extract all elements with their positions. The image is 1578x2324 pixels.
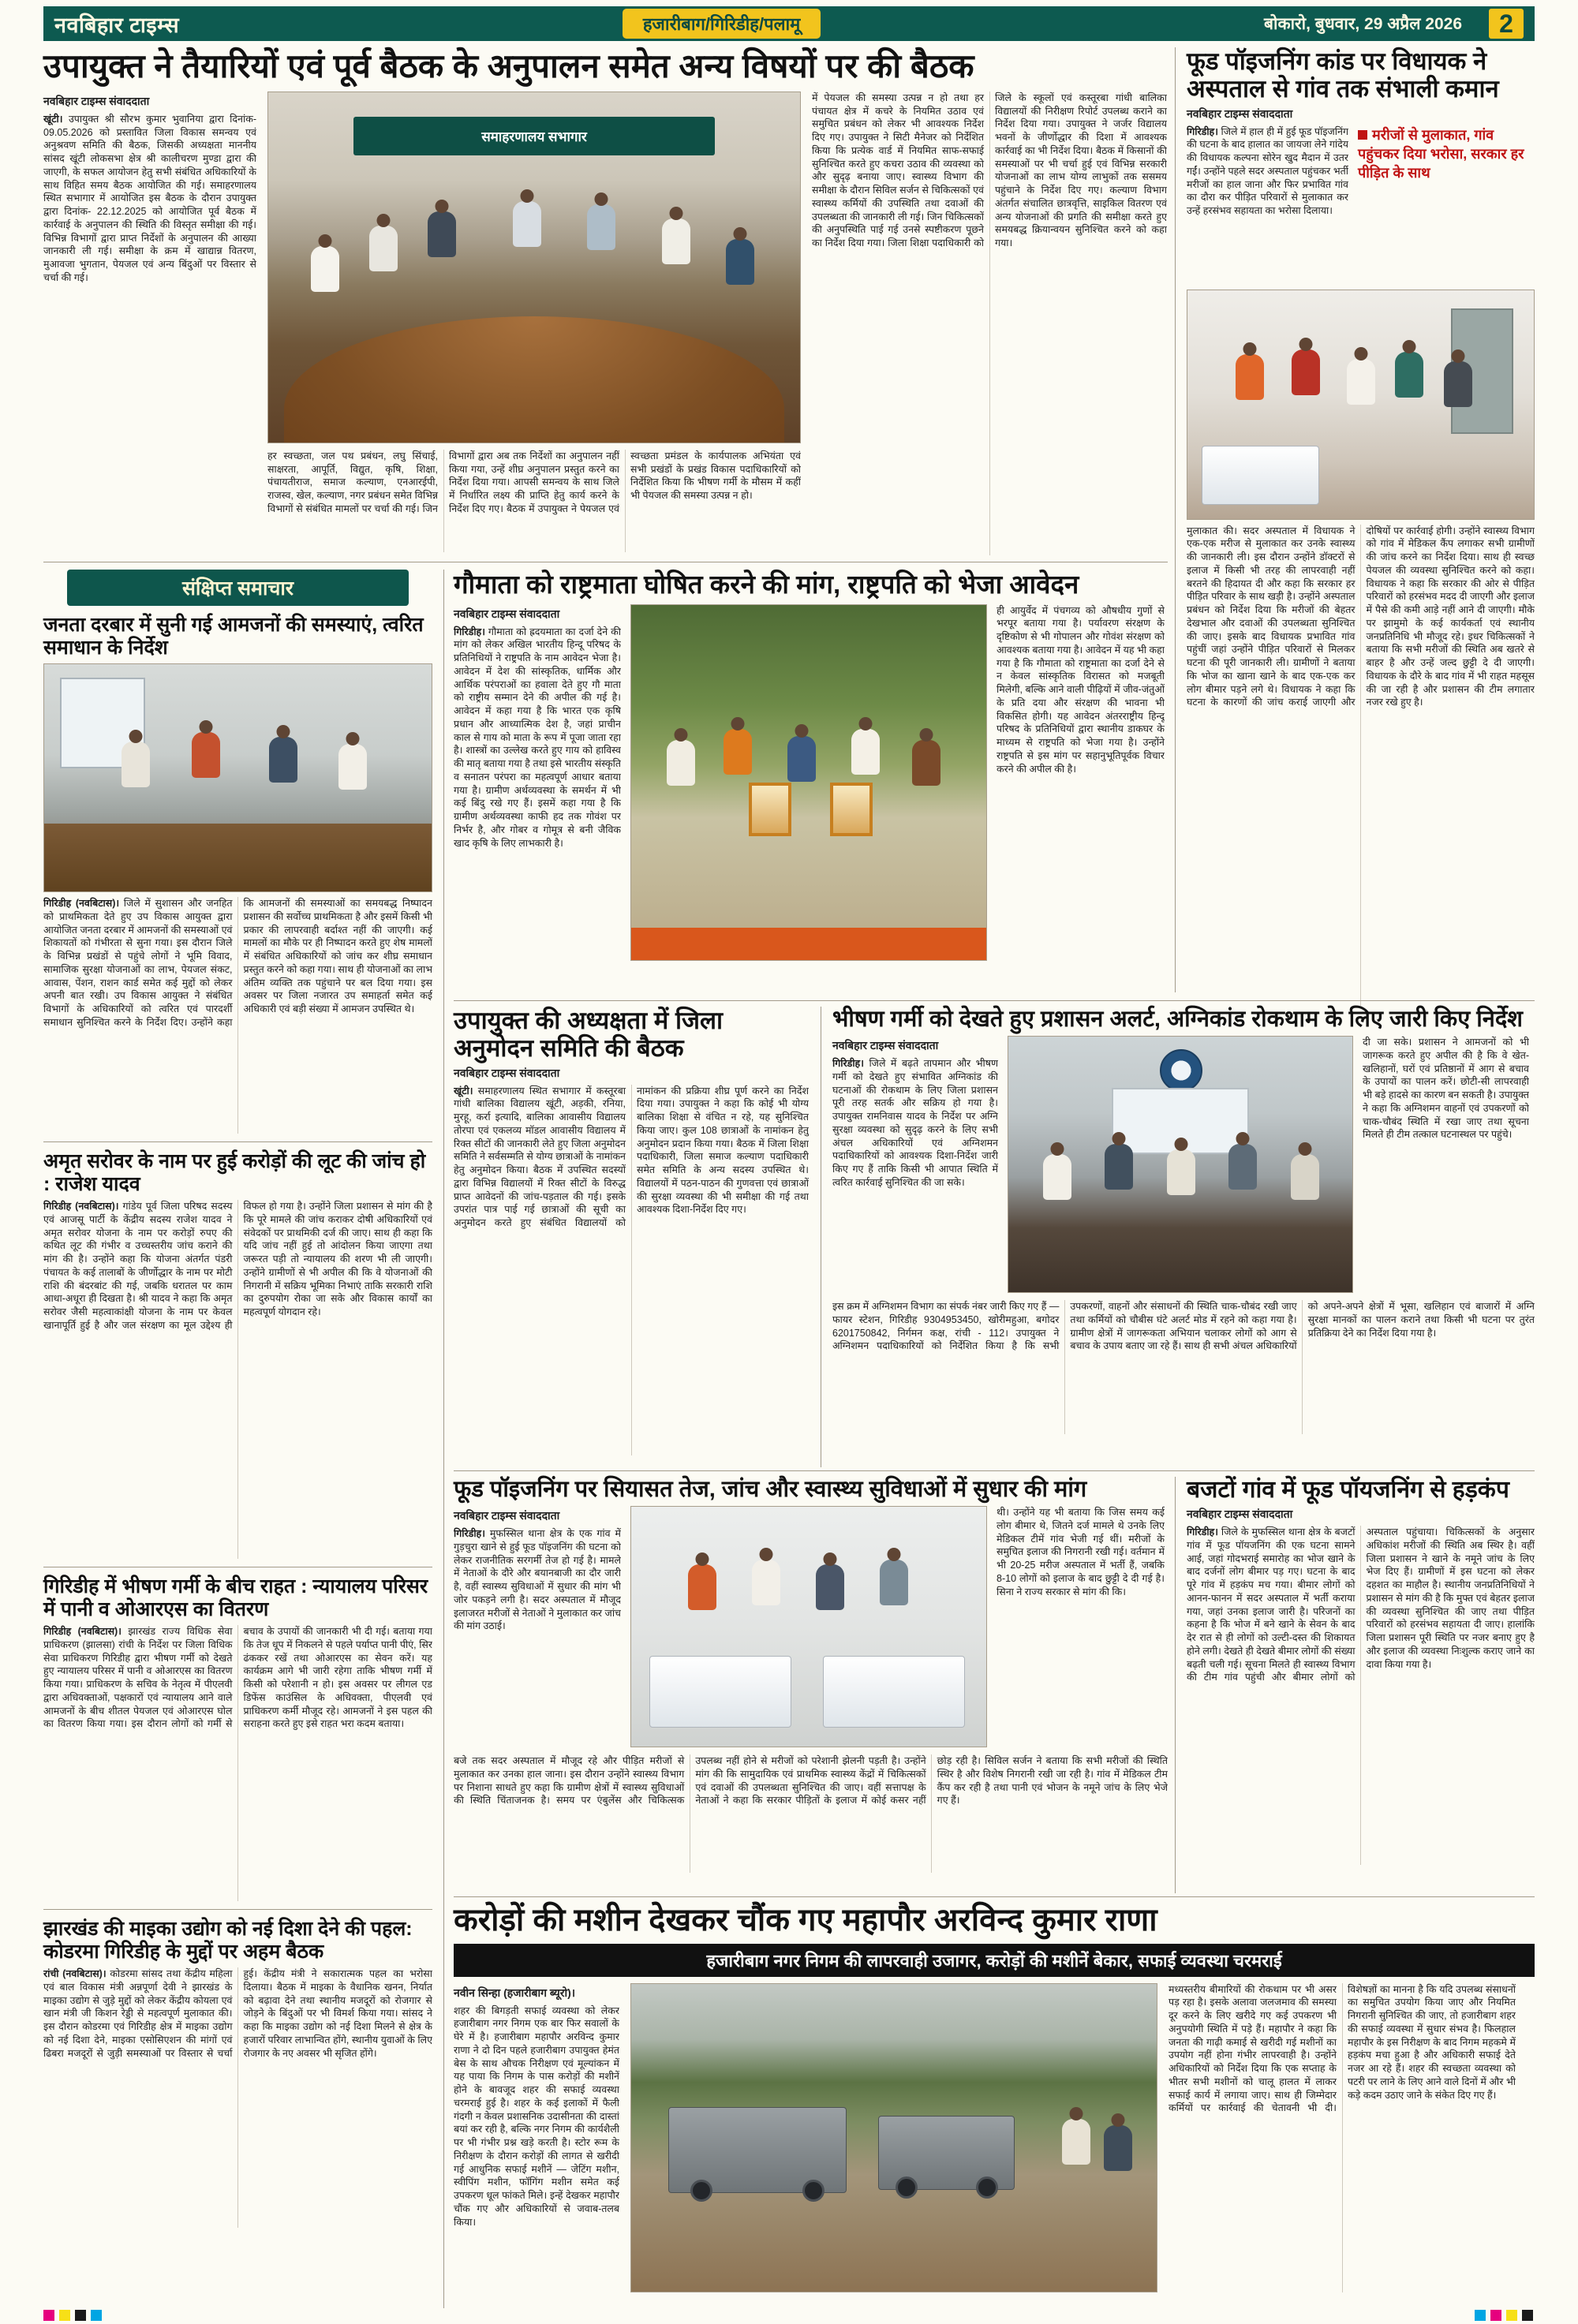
article-garmi-alert-body-left: जिले में बढ़ते तापमान और भीषण गर्मी को देखते हुए संभावित अग्निकांड की घटनाओं की रोकथाम के लिए जिला प्रशासन पूरी तरह सतर्क और सक्रिय हो गया है। उपायुक्त रामनिवास यादव के निर्देश पर अग्नि सुरक्षा व्यवस्था को सुदृढ़ करने के लिए सभी अंचल अधिकारियों एवं अग्निशमन पदाधिकारियों को आवश्यक दिशा-निर्देश जारी किए गए हैं ताकि किसी भी आपात स्थिति में त्वरित कार्रवाई सुनिश्चित की जा सके।	[832, 1058, 998, 1188]
hospital-visit-photo	[1187, 290, 1535, 520]
article-food-siyasat-headline: फूड पॉइजनिंग पर सियासत तेज, जांच और स्वास्थ्य सुविधाओं में सुधार की मांग	[454, 1477, 1087, 1502]
person-figure	[513, 201, 541, 247]
cyan-mark	[1475, 2310, 1486, 2321]
framed-picture	[830, 783, 873, 836]
dateline: गिरिडीह।	[454, 1528, 485, 1540]
article-bajto-gaon-body: जिले के मुफस्सिल थाना क्षेत्र के बजटों गांव में फूड पॉयजनिंग की एक घटना सामने आई, जहां गोदभराई समारोह का भोज खाने के बाद दर्जनों लोग बीमार पड़ गए। घटना के बाद पूरे गांव में हड़कंप मच गया। बीमार लोगों को आनन-फानन में सदर अस्पताल में भर्ती कराया गया, जहां उनका इलाज जारी है। परिजनों का कहना है कि भोज में बने खाने के सेवन के बाद देर रात से ही लोगों को उल्टी-दस्त की शिकायत होने लगी। देखते ही देखते बीमार लोगों की संख्या बढ़ती चली गई। सूचना मिलते ही स्वास्थ्य विभाग की टीम गांव पहुंची और बीमार लोगों को अस्पताल पहुंचाया। चिकित्सकों के अनुसार अधिकांश मरीजों की स्थिति अब स्थिर है। वहीं जिला प्रशासन ने खाने के नमूने जांच के लिए भेज दिए हैं। ग्रामीणों में इस घटना को लेकर दहशत का माहौल है। स्थानीय जनप्रतिनिधियों ने प्रशासन से मांग की है कि मुफ्त एवं बेहतर इलाज की व्यवस्था सुनिश्चित की जाए तथा पीड़ित परिवारों को हरसंभव सहायता दी जाए। हालांकि जिला प्रशासन पूरी स्थिति पर नजर बनाए हुए है और इलाज की व्यवस्था निःशुल्क कराए जाने का दावा किया गया है।	[1187, 1526, 1535, 1683]
dateline: खूंटी।	[454, 1085, 473, 1097]
dateline: खूंटी।	[43, 113, 63, 125]
article-bajto-gaon	[1175, 1477, 1535, 1893]
article-garmi-alert-body-right: दी जा सके। प्रशासन ने आमजनों को भी जागरूक करते हुए अपील की है कि वे खेत-खलिहानों, घरों एवं प्रतिष्ठानों में आग से बचाव के उपायों का पालन करें। छोटी-सी लापरवाही भी बड़े हादसे का कारण बन सकती है। उपायुक्त ने कहा कि अग्निशमन वाहनों एवं उपकरणों को चाक-चौबंद स्थिति में रखा जाए तथा सूचना मिलते ही टीम तत्काल घटनास्थल पर पहुंचे।	[1363, 1037, 1529, 1141]
article-garmi-alert	[821, 1007, 1535, 1467]
article-food-siyasat-body-left: मुफस्सिल थाना क्षेत्र के एक गांव में गुड़चुरा खाने से हुई फूड पॉइजनिंग की घटना को लेकर राजनीतिक सरगर्मी तेज हो गई है। मामले में नेताओं के दौरे और बयानबाजी का दौर जारी है, वहीं स्वास्थ्य सुविधाओं में सुधार की मांग भी जोर पकड़ने लगी है। सदर अस्पताल में मौजूद इलाजरत मरीजों से नेताओं ने मुलाकात कर जांच की मांग उठाई।	[454, 1528, 621, 1632]
janta-darbar-photo	[43, 663, 432, 892]
article-dc-meeting-byline: नवबिहार टाइम्स संवाददाता	[43, 94, 150, 107]
dateline: गिरिडीह (नवबिटास)।	[43, 898, 120, 909]
sidebar-garmi-headline: गिरिडीह में भीषण गर्मी के बीच राहत : न्यायालय परिसर में पानी व ओआरएस का वितरण	[43, 1575, 428, 1620]
divider	[454, 1896, 1535, 1897]
article-anumodan-headline: उपायुक्त की अध्यक्षता में जिला अनुमोदन समिति की बैठक	[454, 1007, 724, 1063]
article-food-siyasat-body-bottom: बजे तक सदर अस्पताल में मौजूद रहे और पीड़ित मरीजों से मुलाकात कर उनका हाल जाना। इस दौरान उन्होंने स्वास्थ्य विभाग पर निशाना साधते हुए कहा कि ग्रामीण क्षेत्रों में स्वास्थ्य सुविधाओं की स्थिति चिंताजनक है। समय पर एंबुलेंस और चिकित्सक उपलब्ध नहीं होने से मरीजों को परेशानी झेलनी पड़ती है। उन्होंने मांग की कि सामुदायिक एवं प्राथमिक स्वास्थ्य केंद्रों में चिकित्सकों एवं दवाओं की उपलब्धता सुनिश्चित की जाए। वहीं सत्तापक्ष के नेताओं ने कहा कि सरकार पीड़ितों के इलाज में कोई कसर नहीं छोड़ रही है। सिविल सर्जन ने बताया कि सभी मरीजों की स्थिति स्थिर है और विशेष निगरानी रखी जा रही है। गांव में मेडिकल टीम कैंप कर रही है तथा पानी एवं भोजन के नमूने जांच के लिए भेजे गए हैं।	[454, 1755, 1168, 1807]
article-dc-meeting-headline: उपायुक्त ने तैयारियों एवं पूर्व बैठक के अनुपालन समेत अन्य विषयों पर की बैठक	[43, 47, 974, 84]
person-figure	[880, 1560, 908, 1605]
dateline: गिरिडीह।	[1187, 125, 1218, 137]
photo-caption-strip	[631, 928, 986, 960]
person-figure	[311, 246, 339, 292]
article-garmi-alert-body-bottom: इस क्रम में अग्निशमन विभाग का संपर्क नंबर जारी किए गए हैं — फायर स्टेशन, गिरिडीह 9304953450, खोरीमहुआ, बगोदर 6201750842, निर्गमन कक्ष, रांची - 112। उपायुक्त ने अग्निशमन पदाधिकारियों को निर्देशित किया है कि सभी उपकरणों, वाहनों और संसाधनों की स्थिति चाक-चौबंद रखी जाए तथा कर्मियों को चौबीस घंटे अलर्ट मोड में रहने को कहा गया है। ग्रामीण क्षेत्रों में जागरूकता अभियान चलाकर लोगों को आग से बचाव के उपाय बताए जा रहे हैं। साथ ही सभी अंचल अधिकारियों को अपने-अपने क्षेत्रों में भूसा, खलिहान एवं बाजारों में अग्नि सुरक्षा मानकों का पालन कराने तथा किसी भी घटना पर तुरंत प्रतिक्रिया देने का निर्देश दिया गया है।	[832, 1301, 1535, 1352]
truck	[878, 2116, 1015, 2190]
divider	[454, 1470, 1535, 1471]
hospital-ward-photo	[630, 1506, 987, 1747]
article-garmi-alert-headline: भीषण गर्मी को देखते हुए प्रशासन अलर्ट, अग्निकांड रोकथाम के लिए जारी किए निर्देश	[832, 1007, 1524, 1032]
black-mark	[75, 2310, 86, 2321]
person-figure	[1236, 354, 1264, 400]
sidebar-article-janta-darbar	[43, 614, 432, 1134]
highlight-box	[1358, 125, 1532, 285]
cyan-mark	[91, 2310, 102, 2321]
divider	[454, 1000, 1535, 1001]
dateline: गिरिडीह (नवबिटास)।	[43, 1626, 122, 1637]
person-figure	[667, 740, 695, 786]
paper-name: नवबिहार टाइम्स	[54, 13, 180, 37]
sidebar-garmi-body: झारखंड राज्य विधिक सेवा प्राधिकरण (झालसा) रांची के निर्देश पर जिला विधिक सेवा प्राधिकरण गिरिडीह द्वारा भीषण गर्मी को देखते हुए न्यायालय परिसर में पानी व ओआरएस का वितरण किया गया। प्राधिकरण के सचिव के नेतृत्व में पीएलवी द्वारा अधिवक्ताओं, पक्षकारों एवं न्यायालय आने वाले आमजनों के बीच शीतल पेयजल एवं ओआरएस घोल का वितरण किया गया। इस दौरान लोगों को गर्मी से बचाव के उपायों की जानकारी भी दी गई। बताया गया कि तेज धूप में निकलने से पहले पर्याप्त पानी पीएं, सिर ढंककर रखें तथा ओआरएस का सेवन करें। यह कार्यक्रम आगे भी जारी रहेगा ताकि भीषण गर्मी में किसी को परेशानी न हो। इस अवसर पर लीगल एड डिफेंस काउंसिल के अधिवक्ता, पीएलवी एवं प्राधिकरण कर्मी मौजूद रहे। आमजनों ने इस पहल की सराहना करते हुए इसे राहत भरा कदम बताया।	[43, 1626, 432, 1730]
person-figure	[269, 737, 297, 783]
yellow-mark	[59, 2310, 70, 2321]
alert-meeting-photo	[1008, 1036, 1353, 1293]
article-dc-meeting-body-right: में पेयजल की समस्या उत्पन्न न हो तथा हर पंचायत क्षेत्र में कचरे के नियमित उठाव एवं समुचित प्रबंधन को लेकर भी आवश्यक निर्देश दिए गए। उपायुक्त ने सिटी मैनेजर को निर्देशित किया कि प्रत्येक वार्ड में नियमित साफ-सफाई सुनिश्चित करते हुए कचरा उठाव की व्यवस्था को और सुदृढ़ बनाया जाए। स्वास्थ्य विभाग की समीक्षा के दौरान सिविल सर्जन से चिकित्सकों एवं स्वास्थ्य कर्मियों की उपस्थिति तथा दवाओं की उपलब्धता की जानकारी ली गई। जिन चिकित्सकों की अनुपस्थिति पाई गई उनसे स्पष्टीकरण पूछने का निर्देश दिया गया। जिला शिक्षा पदाधिकारी को जिले के स्कूलों एवं कस्तूरबा गांधी बालिका विद्यालयों की निरीक्षण रिपोर्ट उपलब्ध कराने का निर्देश दिया गया। उपायुक्त ने जर्जर विद्यालय भवनों के जीर्णोद्धार की दिशा में आवश्यक कार्रवाई का भी निर्देश दिया। बैठक में किसानों की समस्याओं पर भी चर्चा हुई एवं विभिन्न सरकारी योजनाओं का लाभ योग्य लाभुकों तक ससमय पहुंचाने के निर्देश दिए गए। कल्याण विभाग अंतर्गत संचालित छात्रवृत्ति, साइकिल वितरण एवं अन्य योजनाओं की प्रगति की समीक्षा करते हुए समयबद्ध क्रियान्वयन सुनिश्चित करने को कहा गया।	[812, 92, 1167, 249]
article-bajto-gaon-headline: बजटों गांव में फूड पॉयजनिंग से हड़कंप	[1187, 1477, 1509, 1503]
dateline: गिरिडीह।	[832, 1058, 864, 1070]
article-food-siyasat-byline: नवबिहार टाइम्स संवाददाता	[454, 1509, 560, 1523]
person-figure	[1228, 1144, 1257, 1190]
person-figure	[1395, 352, 1423, 398]
article-anumodan-byline: नवबिहार टाइम्स संवाददाता	[454, 1066, 560, 1079]
person-figure	[1062, 2119, 1090, 2165]
article-dc-meeting	[43, 47, 1170, 559]
person-figure	[816, 1564, 844, 1610]
article-food-vidhayak	[1175, 47, 1535, 992]
person-figure	[1167, 1149, 1195, 1195]
yellow-mark	[1506, 2310, 1517, 2321]
dc-right-column	[812, 92, 1167, 555]
person-figure	[122, 742, 150, 787]
article-food-vidhayak-body-bottom: मुलाकात की। सदर अस्पताल में विधायक ने एक-एक मरीज से मुलाकात कर उनके स्वास्थ्य की जानकारी ली। इस दौरान उन्होंने डॉक्टरों से इलाज में किसी भी तरह की लापरवाही नहीं बरतने की हिदायत दी और कहा कि सरकार हर पीड़ित परिवार के साथ खड़ी है। उन्होंने अस्पताल प्रबंधन को निर्देश दिया कि मरीजों की बेहतर देखभाल और दवाओं की उपलब्धता सुनिश्चित की जाए। इसके बाद विधायक प्रभावित गांव पहुंचीं जहां उन्होंने पीड़ित परिवारों से मिलकर घटना की पूरी जानकारी ली। ग्रामीणों ने बताया कि भोज का खाना खाने के बाद एक-एक कर लोग बीमार पड़ने लगे थे। विधायक ने कहा कि घटना के कारणों की जांच कराई जाएगी और दोषियों पर कार्रवाई होगी। उन्होंने स्वास्थ्य विभाग को गांव में मेडिकल कैंप लगाकर सभी ग्रामीणों की जांच करने का निर्देश दिया। साथ ही स्वच्छ पेयजल की व्यवस्था सुनिश्चित करने को कहा। विधायक ने कहा कि सरकार की ओर से पीड़ित परिवारों को हरसंभव मदद दी जाएगी और इलाज में पैसे की कमी आड़े नहीं आने दी जाएगी। मौके पर झामुमो के कई कार्यकर्ता एवं स्थानीय जनप्रतिनिधि भी मौजूद रहे। इधर चिकित्सकों ने बताया कि सभी मरीजों की स्थिति अब खतरे से बाहर है और उन्हें जल्द छुट्टी दे दी जाएगी। विधायक के दौरे के बाद गांव में भी राहत महसूस की जा रही है और प्रशासन की टीम लगातार नजर रखे हुए है।	[1187, 525, 1535, 708]
date-line: बोकारो, बुधवार, 29 अप्रैल 2026	[1264, 15, 1462, 33]
dateline: गिरिडीह।	[1187, 1526, 1218, 1538]
print-registration-marks-left	[43, 2310, 102, 2321]
divider	[43, 1141, 432, 1142]
photo-wall-banner: समाहरणालय सभागार	[353, 117, 715, 155]
dc-center-column	[267, 92, 801, 555]
person-figure	[662, 219, 690, 264]
person-figure	[1292, 349, 1320, 395]
article-dc-meeting-body-center: हर स्वच्छता, जल पथ प्रबंधन, लघु सिंचाई, साक्षरता, आपूर्ति, विद्युत, कृषि, शिक्षा, पंचायतीराज, समाज कल्याण, एनआरईपी, राजस्व, खेल, कल्याण, नगर प्रबंधन समेत विभिन्न विभागों से संबंधित मामलों पर चर्चा की गई। जिन विभागों द्वारा अब तक निर्देशों का अनुपालन नहीं किया गया, उन्हें शीघ्र अनुपालन प्रस्तुत करने का निर्देश दिया गया। आपसी समन्वय के साथ जिले में निर्धारित लक्ष्य की प्राप्ति हेतु कार्य करने के निर्देश दिए गए। बैठक में उपायुक्त ने पेयजल एवं स्वच्छता प्रमंडल के कार्यपालक अभियंता एवं सभी प्रखंडों के प्रखंड विकास पदाधिकारियों को निर्देशित किया कि भीषण गर्मी के मौसम में कहीं भी पेयजल की समस्या उत्पन्न न हो।	[267, 450, 801, 514]
article-gaumata-body-left: गौमाता को ह्रदयमाता का दर्जा देने की मांग को लेकर अखिल भारतीय हिन्दू परिषद के प्रतिनिधियों ने राष्ट्रपति के नाम आवेदन भेजा है। आवेदन में देश की सांस्कृतिक, धार्मिक और आर्थिक परंपराओं का हवाला देते हुए गौ माता को राष्ट्रीय सम्मान देने की अपील की गई है। आवेदन में कहा गया है कि भारत एक कृषि प्रधान और आध्यात्मिक देश है, जहां प्राचीन काल से गाय को माता के रूप में पूजा जाता रहा है। शास्त्रों का उल्लेख करते हुए गाय को हाविस्व की मातृ बताया गया है तथा इसे भारतीय संस्कृति व सनातन परंपरा का महत्वपूर्ण आधार बताया गया है। ग्रामीण अर्थव्यवस्था के समर्थन में भी कई बिंदु रखे गए हैं। इसमें कहा गया है कि ग्रामीण अर्थव्यवस्था काफी हद तक गोवंश पर निर्भर है, और गोबर व गोमूत्र से बनी जैविक खाद कृषि के लिए लाभकारी है।	[454, 626, 621, 849]
article-mahapaur-headline: करोड़ों की मशीन देखकर चौंक गए महापौर अरविन्द कुमार राणा	[454, 1903, 1157, 1937]
municipal-machines-photo	[630, 1983, 1157, 2292]
article-dc-meeting-body-left: उपायुक्त श्री सौरभ कुमार भुवानिया द्वारा दिनांक- 09.05.2026 को प्रस्तावित जिला विकास समन्वय एवं अनुश्रवण समिति की बैठक, जिसकी अध्यक्षता माननीय सांसद खूंटी लोकसभा क्षेत्र श्री कालीचरण मुण्डा द्वारा की जाएगी, के सफल आयोजन हेतु सभी संबंधित अधिकारियों के साथ विहित समय बैठक आयोजित की गई। समाहरणालय स्थित सभागार में आयोजित इस बैठक के दौरान उपायुक्त द्वारा दिनांक- 22.12.2025 को आयोजित पूर्व बैठक में कार्रवाई के अनुपालन की स्थिति की विस्तृत समीक्षा की गई। विभिन्न विभागों द्वारा प्राप्त निर्देशों के अनुपालन की आख्या जानकारी ली गई। समीक्षा के क्रम में खाद्यान्न वितरण, मुआवजा भुगतान, पेयजल एवं अन्य बिंदुओं पर विस्तार से चर्चा की गई।	[43, 113, 256, 283]
article-food-vidhayak-byline: नवबिहार टाइम्स संवाददाता	[1187, 106, 1293, 120]
article-mahapaur	[454, 1903, 1535, 2308]
hospital-bed	[1202, 446, 1319, 505]
person-figure	[369, 226, 398, 271]
person-figure	[1105, 1144, 1133, 1190]
region-badge: हजारीबाग/गिरिडीह/पलामू	[623, 9, 821, 39]
person-figure	[912, 740, 940, 786]
hospital-bed	[649, 1656, 791, 1728]
sidebar-amrit-headline: अमृत सरोवर के नाम पर हुई करोड़ों की लूट की जांच हो : राजेश यादव	[43, 1150, 426, 1195]
person-figure	[752, 1560, 780, 1605]
person-figure	[724, 729, 752, 775]
article-food-vidhayak-body-top: जिले में हाल ही में हुई फूड पॉइजनिंग की घटना के बाद हालात का जायजा लेने गांदेय की विधायक कल्पना सोरेन खुद मैदान में उतर गईं। उन्होंने पहले सदर अस्पताल पहुंचकर भर्ती मरीजों का हाल जाना और फिर प्रभावित गांव का दौरा कर पीड़ित परिवारों से मुलाकात कर उन्हें हरसंभव सहायता का भरोसा दिलाया।	[1187, 125, 1348, 217]
article-mahapaur-body-right: मध्यस्तरीय बीमारियों की रोकथाम पर भी असर पड़ रहा है। इसके अलावा जलजमाव की समस्या दूर करने के लिए खरीदे गए कई उपकरण भी अनुपयोगी स्थिति में पड़े हैं। महापौर ने कहा कि जनता की गाढ़ी कमाई से खरीदी गई मशीनों का उपयोग नहीं होना गंभीर लापरवाही है। उन्होंने अधिकारियों को निर्देश दिया कि एक सप्ताह के भीतर सभी मशीनों को चालू हालत में लाकर सफाई कार्य में लगाया जाए। साथ ही जिम्मेदार कर्मियों पर कार्रवाई की चेतावनी भी दी। विशेषज्ञों का मानना है कि यदि उपलब्ध संसाधनों का समुचित उपयोग किया जाए और नियमित निगरानी सुनिश्चित की जाए, तो हजारीबाग शहर की सफाई व्यवस्था में सुधार संभव है। फिलहाल महापौर के इस निरीक्षण के बाद निगम महकमे में हड़कंप मचा हुआ है और अधिकारी सफाई देते नजर आ रहे हैं। शहर की स्वच्छता व्यवस्था को पटरी पर लाने के लिए आने वाले दिनों में और भी कड़े कदम उठाए जाने के संकेत दिए गए हैं।	[1169, 1983, 1516, 2114]
sidebar-mica-body: कोडरमा सांसद तथा केंद्रीय महिला एवं बाल विकास मंत्री अन्नपूर्णा देवी ने झारखंड के माइका उद्योग से जुड़े मुद्दों को लेकर केंद्रीय कोयला एवं खान मंत्री जी किशन रेड्डी से महत्वपूर्ण मुलाकात की। इस दौरान कोडरमा एवं गिरिडीह क्षेत्र में माइका उद्योग को नई दिशा देने, माइका एसोसिएशन की मांगों एवं ढिबरा मजदूरों से जुड़ी समस्याओं पर विस्तार से चर्चा हुई। केंद्रीय मंत्री ने सकारात्मक पहल का भरोसा दिलाया। बैठक में माइका के वैधानिक खनन, निर्यात को बढ़ावा देने तथा स्थानीय मजदूरों को रोजगार से जोड़ने के बिंदुओं पर भी विमर्श किया गया। सांसद ने कहा कि माइका उद्योग को नई दिशा मिलने से क्षेत्र के हजारों परिवार लाभान्वित होंगे, स्थानीय युवाओं के लिए रोजगार के नए अवसर भी सृजित होंगे।	[43, 1968, 432, 2059]
person-figure	[1291, 1154, 1319, 1200]
article-anumodan-body: समाहरणालय स्थित सभागार में कस्तूरबा गांधी बालिका विद्यालय खूंटी, अड़की, रनिया, मुरहू, कर्रा इत्यादि, बालिका आवासीय विद्यालय तोरपा एवं एकलव्य मॉडल आवासीय विद्यालय में रिक्त सीटों की जानकारी लेते हुए जिला अनुमोदन समिति ने सर्वसम्मति से योग्य छात्राओं के नामांकन हेतु अनुमोदन किया। बैठक में उपस्थित सदस्यों द्वारा विभिन्न विद्यालयों में रिक्त सीटों के विरुद्ध प्राप्त आवेदनों की जांच-पड़ताल की गई। इसके उपरांत पात्र पाई गई छात्राओं की सूची का अनुमोदन करते हुए संबंधित विद्यालयों को नामांकन की प्रक्रिया शीघ्र पूर्ण करने का निर्देश दिया गया। उपायुक्त ने कहा कि कोई भी योग्य बालिका शिक्षा से वंचित न रहे, यह सुनिश्चित किया जाए। कुल 108 छात्राओं के नामांकन हेतु अनुमोदन प्रदान किया गया। बैठक में जिला शिक्षा पदाधिकारी, जिला समाज कल्याण पदाधिकारी समेत समिति के अन्य सदस्य उपस्थित थे। विद्यालयों में पठन-पाठन की गुणवत्ता एवं छात्राओं की सुरक्षा व्यवस्था की भी समीक्षा की गई तथा आवश्यक दिशा-निर्देश दिए गए।	[454, 1085, 809, 1229]
sidebar-article-mica	[43, 1918, 432, 2228]
article-gaumata	[454, 570, 1168, 996]
article-garmi-alert-byline: नवबिहार टाइम्स संवाददाता	[832, 1039, 939, 1052]
sidebar-janta-headline: जनता दरबार में सुनी गई आमजनों की समस्याएं, त्वरित समाधान के निर्देश	[43, 614, 424, 659]
sidebar-amrit-body: गांडेय पूर्व जिला परिषद सदस्य एवं आजसू पार्टी के केंद्रीय सदस्य राजेश यादव ने अमृत सरोवर योजना के नाम पर करोड़ों रुपए की कथित लूट की गंभीर व उच्चस्तरीय जांच कराने की मांग की है। उन्होंने कहा कि योजना अंतर्गत पंडरी पंचायत के कई तालाबों के जीर्णोद्धार के नाम पर मोटी राशि की बंदरबांट की गई, जबकि धरातल पर काम आधा-अधूरा ही दिखता है। श्री यादव ने कहा कि अमृत सरोवर जैसी महत्वाकांक्षी योजना के नाम पर केवल खानापूर्ति हुई है और जल संरक्षण का मूल उद्देश्य ही विफल हो गया है। उन्होंने जिला प्रशासन से मांग की है कि पूरे मामले की जांच कराकर दोषी अधिकारियों एवं संवेदकों पर प्राथमिकी दर्ज की जाए। साथ ही कहा कि यदि जांच नहीं हुई तो आंदोलन किया जाएगा तथा जरूरत पड़ी तो न्यायालय की शरण भी ली जाएगी। उन्होंने ग्रामीणों से भी अपील की कि वे योजनाओं की निगरानी में सक्रिय भूमिका निभाएं ताकि सरकारी राशि का दुरुपयोग रोका जा सके और विकास कार्यों का महत्वपूर्ण योगदान रहे।	[43, 1201, 432, 1331]
person-figure	[1043, 1154, 1071, 1200]
print-registration-marks-right	[1475, 2310, 1533, 2321]
article-food-siyasat	[454, 1477, 1168, 1893]
article-anumodan	[454, 1007, 809, 1467]
dateline: गिरिडीह।	[454, 626, 485, 637]
article-gaumata-headline: गौमाता को राष्ट्रमाता घोषित करने की मांग, राष्ट्रपति को भेजा आवेदन	[454, 570, 1079, 599]
article-bajto-gaon-byline: नवबिहार टाइम्स संवाददाता	[1187, 1508, 1293, 1521]
government-emblem	[1160, 1049, 1202, 1092]
framed-picture	[749, 783, 791, 836]
meeting-table	[284, 316, 784, 443]
person-figure	[428, 211, 456, 257]
dc-left-column	[43, 92, 256, 555]
article-food-vidhayak-highlight: मरीजों से मुलाकात, गांव पहुंचकर दिया भरोसा, सरकार हर पीड़ित के साथ	[1358, 126, 1524, 181]
person-figure	[688, 1564, 716, 1610]
article-mahapaur-body-left: शहर की बिगड़ती सफाई व्यवस्था को लेकर हजारीबाग नगर निगम एक बार फिर सवालों के घेरे में है। हजारीबाग महापौर अरविन्द कुमार राणा ने दो दिन पहले हजारीबाग उपायुक्त हेमंत बेस के साथ औचक निरीक्षण एवं मूल्यांकन में यह पाया कि निगम के पास करोड़ों की मशीनें होने के बावजूद शहर की सफाई व्यवस्था चरमराई हुई है। शहर के कई इलाकों में फैली गंदगी न केवल प्रशासनिक उदासीनता की दास्तां बयां कर रही है, बल्कि नगर निगम की कार्यशैली पर भी गंभीर प्रश्न खड़े करती है। स्टोर रूम के निरीक्षण के दौरान करोड़ों की लागत से खरीदी गई आधुनिक सफाई मशीनें — जेटिंग मशीन, स्वीपिंग मशीन, फॉगिंग मशीन समेत कई उपकरण धूल फांकते मिले। इन्हें देखकर महापौर चौंक गए और अधिकारियों से जवाब-तलब किया।	[454, 2005, 619, 2228]
person-figure	[851, 729, 880, 775]
page-number: 2	[1489, 9, 1524, 39]
person-figure	[587, 204, 615, 250]
section-banner-brief-news: संक्षिप्त समाचार	[67, 570, 409, 606]
person-figure	[787, 736, 816, 782]
magenta-mark	[43, 2310, 54, 2321]
dateline: रांची (नवबिटास)।	[43, 1968, 107, 1979]
black-mark	[1522, 2310, 1533, 2321]
office-desk	[44, 824, 432, 891]
divider	[43, 1909, 432, 1910]
person-figure	[192, 732, 220, 778]
sidebar-article-amrit-sarovar	[43, 1150, 432, 1559]
article-food-vidhayak-headline: फूड पॉइजनिंग कांड पर विधायक ने अस्पताल से गांव तक संभाली कमान	[1187, 47, 1499, 103]
article-mahapaur-byline: नवीन सिन्हा (हजारीबाग ब्यूरो)।	[454, 1986, 576, 1999]
person-figure	[726, 239, 754, 285]
truck	[668, 2107, 847, 2193]
person-figure	[1347, 359, 1375, 405]
article-mahapaur-subhead: हजारीबाग नगर निगम की लापरवाही उजागर, करोड़ों की मशीनें बेकार, सफाई व्यवस्था चरमराई	[454, 1944, 1535, 1977]
article-gaumata-body-right: ही आयुर्वेद में पंचगव्य को औषधीय गुणों से भरपूर बताया गया है। पर्यावरण संरक्षण के दृष्टिकोण से भी गोपालन और गोवंश संरक्षण को आवश्यक बताया गया है। आवेदन में यह भी कहा गया है कि गौमाता को राष्ट्रमाता का दर्जा देने से न केवल सांस्कृतिक विरासत को मजबूती मिलेगी, बल्कि आने वाली पीढ़ियों में जीव-जंतुओं के प्रति दया और संरक्षण की भावना भी विकसित होगी। यह आवेदन अंतरराष्ट्रीय हिन्दू परिषद के प्रतिनिधियों द्वारा स्थानीय डाकघर के माध्यम से राष्ट्रपति को भेजा गया है। उन्होंने राष्ट्रपति से इस मांग पर सहानुभूतिपूर्वक विचार करने की अपील की है।	[997, 604, 1165, 775]
bullet-square-icon	[1358, 130, 1367, 140]
gaumata-group-photo	[630, 604, 987, 961]
meeting-room-photo	[267, 92, 801, 443]
article-gaumata-byline: नवबिहार टाइम्स संवाददाता	[454, 607, 560, 620]
person-figure	[338, 744, 367, 790]
article-food-siyasat-body-right: थी। उन्होंने यह भी बताया कि जिस समय कई लोग बीमार थे, जितने दर्ज मामले थे उनके लिए मेडिकल टीमें गांव भेजी गई थीं। मरीजों के समुचित इलाज की निगरानी रखी गई। वर्तमान में भी 20-25 मरीज अस्पताल में भर्ती हैं, जबकि 8-10 लोगों को इलाज के बाद छुट्टी दे दी गई है। सिना ने राज्य सरकार से मांग की कि।	[997, 1507, 1165, 1597]
masthead	[43, 6, 1535, 41]
sidebar-janta-body: जिले में सुशासन और जनहित को प्राथमिकता देते हुए उप विकास आयुक्त द्वारा आयोजित जनता दरबार में आमजनों की समस्याओं एवं शिकायतों को गंभीरता से सुना गया। इस दौरान जिले के विभिन्न प्रखंडों से पहुंचे लोगों ने भूमि विवाद, सामाजिक सुरक्षा योजनाओं का लाभ, पेयजल संकट, आवास, पेंशन, राशन कार्ड समेत कई मुद्दों को लेकर अपनी बात रखी। उप विकास आयुक्त ने संबंधित विभागों के अधिकारियों को त्वरित एवं पारदर्शी समाधान सुनिश्चित करने के निर्देश दिए। उन्होंने कहा कि आमजनों की समस्याओं का समयबद्ध निष्पादन प्रशासन की सर्वोच्च प्राथमिकता है और इसमें किसी भी प्रकार की लापरवाही बर्दाश्त नहीं की जाएगी। कई मामलों का मौके पर ही निष्पादन करते हुए शेष मामलों में संबंधित अधिकारियों को जांच कर शीघ्र समाधान प्रस्तुत करने को कहा गया। साथ ही योजनाओं का लाभ अंतिम व्यक्ति तक पहुंचाने पर बल दिया गया। इस अवसर पर जिला नजारत उप समाहर्ता समेत कई अधिकारी एवं बड़ी संख्या में आमजन उपस्थित थे।	[43, 898, 432, 1028]
sidebar-mica-headline: झारखंड की माइका उद्योग को नई दिशा देने की पहल: कोडरमा गिरिडीह के मुद्दों पर अहम बैठक	[43, 1918, 413, 1963]
person-figure	[1104, 2125, 1132, 2171]
dateline: गिरिडीह (नवबिटास)।	[43, 1201, 119, 1212]
person-figure	[1444, 361, 1472, 407]
magenta-mark	[1490, 2310, 1501, 2321]
hospital-bed	[823, 1656, 965, 1728]
sidebar-brief-news	[43, 570, 444, 2308]
sidebar-article-garmi-rahat	[43, 1575, 432, 1901]
